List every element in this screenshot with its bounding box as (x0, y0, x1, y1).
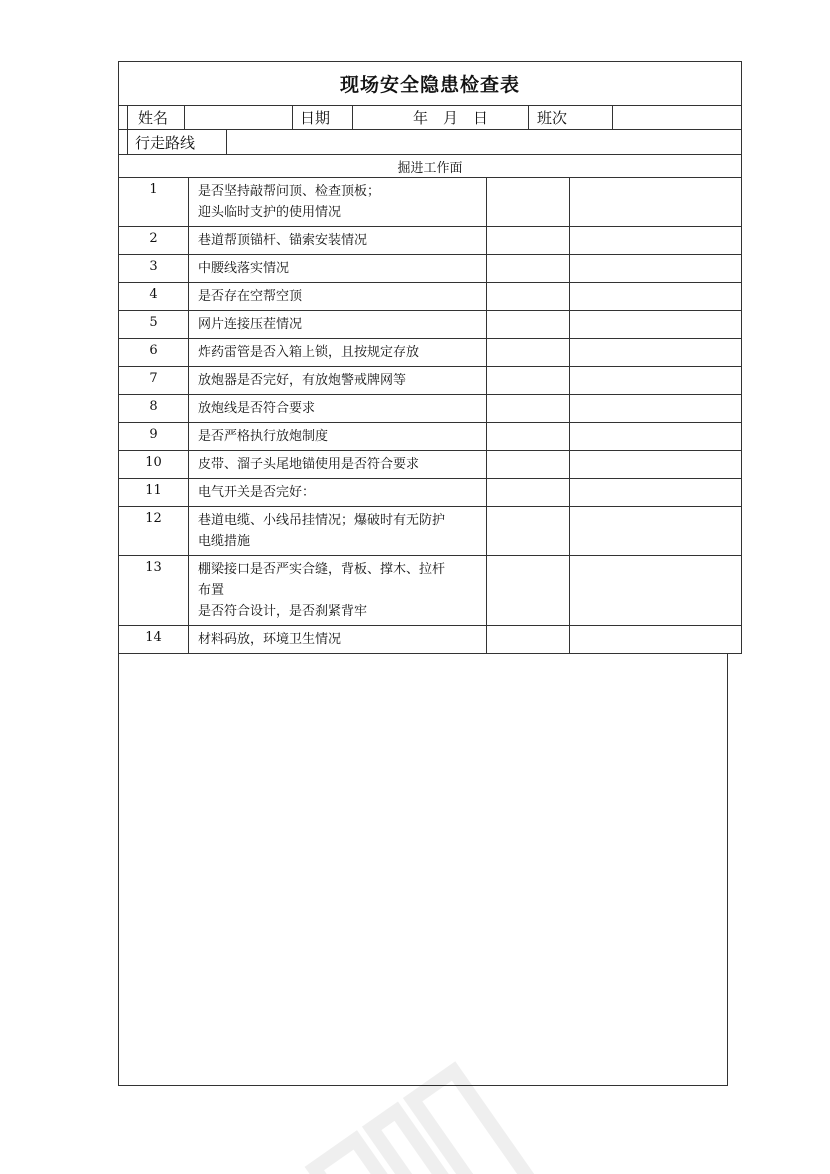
table-row (119, 507, 741, 556)
item-line: 是否存在空帮空顶 (198, 289, 303, 304)
item-line: 是否符合设计，是否刹紧背牢 (198, 604, 368, 619)
item-number: 12 (119, 507, 189, 555)
item-line: 迎头临时支护的使用情况 (198, 205, 342, 220)
inspection-table (118, 61, 742, 654)
table-row (119, 339, 741, 367)
item-number: 9 (119, 423, 189, 450)
item-number: 2 (119, 227, 189, 254)
table-row (119, 311, 741, 339)
check-cell[interactable] (487, 255, 570, 282)
item-description (189, 283, 487, 310)
remark-cell[interactable] (570, 367, 741, 394)
check-cell[interactable] (487, 227, 570, 254)
check-cell[interactable] (487, 283, 570, 310)
table-row (119, 626, 741, 653)
check-cell[interactable] (487, 339, 570, 366)
remark-cell[interactable] (570, 395, 741, 422)
remark-cell[interactable] (570, 178, 741, 226)
item-line: 是否严格执行放炮制度 (198, 429, 329, 444)
item-number: 11 (119, 479, 189, 506)
table-row (119, 556, 741, 626)
item-number: 5 (119, 311, 189, 338)
check-cell[interactable] (487, 507, 570, 555)
remark-cell[interactable] (570, 479, 741, 506)
remark-cell[interactable] (570, 556, 741, 625)
check-cell[interactable] (487, 423, 570, 450)
remark-cell[interactable] (570, 451, 741, 478)
item-number: 1 (119, 178, 189, 226)
table-row (119, 479, 741, 507)
remark-cell[interactable] (570, 255, 741, 282)
item-line: 电缆措施 (198, 534, 251, 549)
remark-cell[interactable] (570, 507, 741, 555)
item-description (189, 479, 487, 506)
item-line: 巷道帮顶锚杆、锚索安装情况 (198, 233, 368, 248)
shift-label: 班次 (529, 106, 613, 129)
check-cell[interactable] (487, 178, 570, 226)
form-title: 现场安全隐患检查表 (119, 62, 741, 106)
table-row (119, 395, 741, 423)
table-row (119, 178, 741, 227)
item-description (189, 395, 487, 422)
route-label: 行走路线 (127, 130, 227, 154)
table-row (119, 367, 741, 395)
item-line: 放炮器是否完好，有放炮警戒牌网等 (198, 373, 407, 388)
route-gap (119, 130, 127, 154)
table-row (119, 423, 741, 451)
check-cell[interactable] (487, 451, 570, 478)
item-number: 6 (119, 339, 189, 366)
route-field[interactable] (227, 130, 741, 154)
check-cell[interactable] (487, 626, 570, 653)
check-cell[interactable] (487, 367, 570, 394)
item-line: 电气开关是否完好： (198, 485, 316, 500)
check-cell[interactable] (487, 311, 570, 338)
date-label: 日期 (293, 106, 353, 129)
item-number: 10 (119, 451, 189, 478)
table-row (119, 227, 741, 255)
header-row (119, 106, 741, 130)
item-description (189, 178, 487, 226)
item-description (189, 626, 487, 653)
table-row (119, 255, 741, 283)
check-cell[interactable] (487, 395, 570, 422)
check-items (119, 178, 741, 653)
section-title: 掘进工作面 (119, 155, 741, 178)
remark-cell[interactable] (570, 626, 741, 653)
route-row (119, 130, 741, 155)
name-field[interactable] (185, 106, 293, 129)
table-row (119, 283, 741, 311)
item-line: 中腰线落实情况 (198, 261, 290, 276)
check-cell[interactable] (487, 479, 570, 506)
item-description (189, 227, 487, 254)
item-number: 7 (119, 367, 189, 394)
item-description (189, 339, 487, 366)
item-description (189, 556, 487, 625)
item-number: 8 (119, 395, 189, 422)
item-line: 炸药雷管是否入箱上锁，且按规定存放 (198, 345, 420, 360)
header-gap (119, 106, 127, 129)
table-row (119, 451, 741, 479)
item-description (189, 255, 487, 282)
name-label: 姓名 (127, 106, 185, 129)
item-description (189, 311, 487, 338)
item-description (189, 507, 487, 555)
remark-cell[interactable] (570, 423, 741, 450)
remark-cell[interactable] (570, 311, 741, 338)
item-line: 皮带、溜子头尾地锚使用是否符合要求 (198, 457, 420, 472)
item-number: 14 (119, 626, 189, 653)
item-number: 4 (119, 283, 189, 310)
item-number: 3 (119, 255, 189, 282)
item-description (189, 451, 487, 478)
item-line: 布置 (198, 583, 225, 598)
item-description (189, 367, 487, 394)
item-line: 材料码放，环境卫生情况 (198, 632, 342, 647)
item-line: 网片连接压茬情况 (198, 317, 303, 332)
remark-cell[interactable] (570, 283, 741, 310)
shift-field[interactable] (613, 106, 741, 129)
item-line: 棚梁接口是否严实合缝，背板、撑木、拉杆 (198, 562, 446, 577)
remark-cell[interactable] (570, 339, 741, 366)
item-number: 13 (119, 556, 189, 625)
date-field[interactable]: 年 月 日 (353, 106, 529, 129)
item-line: 是否坚持敲帮问顶、检查顶板； (198, 184, 381, 199)
remark-cell[interactable] (570, 227, 741, 254)
item-line: 巷道电缆、小线吊挂情况；爆破时有无防护 (198, 513, 446, 528)
check-cell[interactable] (487, 556, 570, 625)
item-line: 放炮线是否符合要求 (198, 401, 316, 416)
item-description (189, 423, 487, 450)
